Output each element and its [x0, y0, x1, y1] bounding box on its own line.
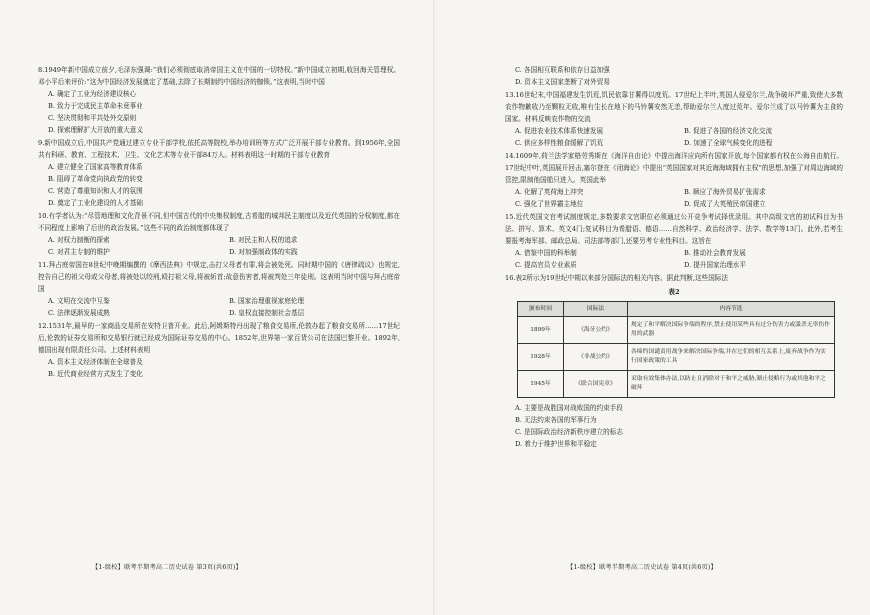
- question-stem: 16.表2所示为19世纪中期以来部分国际法的相关内容。据此判断,这些国际法: [505, 274, 728, 282]
- page-footer: 【1-级校】联考半期考高二历史试卷 第3页(共6页)】: [92, 564, 242, 571]
- question-15: [505, 211, 843, 271]
- question-stem: 9.新中国成立后,中国共产党通过建立专业干部学校,依托高等院校,举办培训班等方式广泛开展干部专业教育。到1956年,全国共有科研、教育、工程技术、卫生、文化艺术等专业干部84万人。材料表明这一时期的干部专业教育: [38, 139, 400, 159]
- option-c: C. 供应多样性粮食缓解了饥荒: [515, 139, 604, 147]
- question-stem: 15.近代英国文官考试制度规定,多数要求文官职位必须通过公开竞争考试择优录用。其中高级文官的初试科目为书法、拼写、算术、英文4门;复试科目为希腊语、德语……自然科学、政治经济学、法学、数学等13门。此外,若考生要报考海军部、邮政总局、司法部等部门,还要另考专业性科目。这旨在: [505, 213, 843, 245]
- option-a: A. 化解了英荷海上冲突: [515, 188, 584, 196]
- option-a: A. 主要是战胜国对战败国的约束手段: [515, 404, 623, 412]
- option-d: D. 提升国家治理水平: [684, 261, 746, 269]
- option-d: D. 对加强制政体的实践: [229, 248, 298, 256]
- cell-content: 各缔约国谴责用战争来解决国际争端,并在它们的相互关系上,废弃战争作为实行国家政策的工具: [628, 344, 835, 371]
- page-footer: 【1-级校】联考半期考高二历史试卷 第4页(共6页)】: [567, 564, 717, 571]
- question-9: [38, 137, 400, 209]
- option-d: D. 皇权直接控制社会基层: [229, 309, 305, 317]
- option-a: A. 资本主义经济体制在全球普及: [48, 358, 143, 366]
- options-grid: [505, 247, 843, 271]
- column-header-year: 颁布时间: [518, 302, 564, 317]
- cell-year: 1945年: [518, 371, 564, 398]
- options-grid: [505, 125, 843, 149]
- option-c: C. 对君主专制的维护: [48, 248, 110, 256]
- question-16: [505, 272, 843, 450]
- option-d: D. 奠定了工业化建设的人才基础: [48, 199, 143, 207]
- option-d: D. 探索理解扩大开放的重大意义: [48, 126, 143, 134]
- question-stem: 8.1949年新中国成立前夕,毛泽东强调:“我们必须彻底取消帝国主义在中国的一切特权。”新中国成立初期,收回海关管理权。邓小平后来评价:“这为中国经济发展奠定了基础,去除了长期制约中国经济的枷锁。”这表明,当时中国: [38, 66, 400, 86]
- option-a: A. 确定了工业为经济建设核心: [48, 90, 137, 98]
- question-stem: 14.1609年,荷兰法学家格劳秀斯在《海洋自由论》中提出海洋应向所有国家开放,每个国家都有权在公海自由航行。17世纪中叶,英国展开回击,塞尔登在《闭海论》中提出“英国国家对其近海海域拥有主权”的思想,加强了对周边海域的管控,限制他国船只进入。英国此举: [505, 152, 843, 184]
- table-row: [518, 344, 835, 371]
- right-exam-page: [435, 0, 870, 615]
- option-d: D. 着力于维护世界和平稳定: [515, 440, 597, 448]
- option-a: A. 文明在交流中互鉴: [48, 297, 110, 305]
- question-10: [38, 210, 400, 258]
- question-stem: 12.1531年,最早的一家商品交易所在安特卫普开业。此后,阿姆斯特丹出现了粮食交易所,伦敦办起了粮食交易所……17世纪后,伦敦的证券交易所和交易银行就已经成为国际证券交易的中心。1852年,世界第一家百货公司在法国巴黎开业。1892年,德国出现有限责任公司。上述材料表明: [38, 322, 400, 354]
- option-b: B. 对民主和人权的追求: [229, 236, 298, 244]
- question-8: [38, 64, 400, 136]
- right-question-column: [505, 64, 843, 451]
- option-c: C. 营造了尊重知识和人才的氛围: [48, 187, 143, 195]
- option-c: C. 提高官员专业素质: [515, 261, 577, 269]
- option-b: B. 致力于完成民主革命未竟事业: [48, 102, 143, 110]
- option-a: A. 借鉴中国的科举制: [515, 249, 577, 257]
- question-12: [38, 320, 400, 380]
- left-question-column: [38, 64, 400, 381]
- table-header-row: [518, 302, 835, 317]
- option-b: B. 顺应了海外贸易扩张需求: [684, 188, 766, 196]
- option-c: C. 法律逐渐发展成熟: [48, 309, 110, 317]
- question-stem: 10.有学者认为:“尽管地理和文化背景不同,但中国古代的中央集权制度,古希腊的城邦民主制度以及近代英国的分权制度,都在不同程度上影响了后世的政治发展。”这些不同的政治制度都体现了: [38, 212, 400, 232]
- cell-year: 1928年: [518, 344, 564, 371]
- option-b: B. 国家治理重视家庭伦理: [229, 297, 304, 305]
- question-stem: 13.16世纪末,中国福建发生饥荒,饥民依靠甘薯得以度荒。17世纪上半叶,英国人侵爱尔兰,战争破坏严重,致使大多数农作物歉收乃至颗粒无收,唯有生长在地下的马铃薯安然无恙,帮助爱尔兰人度过荒年。爱尔兰成了以马铃薯为主食的国家。材料反映农作物的交流: [505, 91, 843, 123]
- cell-law: 《海牙公约》: [564, 317, 628, 344]
- options-grid: [38, 295, 400, 319]
- table-title: 表2: [668, 288, 680, 296]
- question-14: [505, 150, 843, 210]
- option-c: C. 强化了世界霸主地位: [515, 200, 584, 208]
- option-a: A. 对权力制衡的探索: [48, 236, 110, 244]
- cell-content: 规定了和平解决国际争端的程序,禁止使用某些具有过分伤害力或滥杀无辜伤作用的武器: [628, 317, 835, 344]
- option-c: C. 是国际政治经济新秩序建立的标志: [515, 428, 623, 436]
- column-header-law: 国际法: [564, 302, 628, 317]
- cell-content: 采取有效集体办法,以防止且消除对于和平之威胁,制止侵略行为或其他和平之破坏: [628, 371, 835, 398]
- option-b: B. 促进了各国的经济文化交流: [684, 127, 773, 135]
- option-a: A. 促进农业技术体系快速发展: [515, 127, 604, 135]
- options-grid: [38, 234, 400, 258]
- table-row: [518, 371, 835, 398]
- option-c: C. 坚决贯彻和平共处外交原则: [48, 114, 137, 122]
- option-d: D. 加速了全球气候变化的进程: [684, 139, 773, 147]
- option-b: B. 无法约束各国的军事行为: [515, 416, 597, 424]
- cell-law: 《联合国宪章》: [564, 371, 628, 398]
- table-row: [518, 317, 835, 344]
- international-law-table: [517, 301, 835, 398]
- question-11: [38, 259, 400, 319]
- question-stem: 11.拜占庭帝国在8世纪中晚期编撰的《摩西法典》中规定,击打父母者有罪,将会被处死。同时期中国的《唐律疏议》也规定,控告自己的祖父母或父母者,将被处以绞刑,殴打祖父母,将被斩首;故意伤害者,将被判处三年徒刑。这表明当时中国与拜占庭帝国: [38, 261, 400, 293]
- option-c: C. 各国相互联系和依存日益加强: [515, 66, 610, 74]
- option-d: D. 促成了大英殖民帝国建立: [684, 200, 766, 208]
- question-13: [505, 89, 843, 149]
- cell-year: 1899年: [518, 317, 564, 344]
- options-grid: [505, 186, 843, 210]
- option-b: B. 阻碍了革命党向执政党的转变: [48, 175, 143, 183]
- question-12-continued: [505, 64, 843, 88]
- option-a: A. 建立健全了国家高等教育体系: [48, 163, 143, 171]
- option-b: B. 推动社会教育发展: [684, 249, 746, 257]
- option-d: D. 资本主义国家垄断了对外贸易: [515, 78, 610, 86]
- cell-law: 《非战公约》: [564, 344, 628, 371]
- column-header-content: 内容节选: [628, 302, 835, 317]
- option-b: B. 近代商业经营方式发生了变化: [48, 370, 143, 378]
